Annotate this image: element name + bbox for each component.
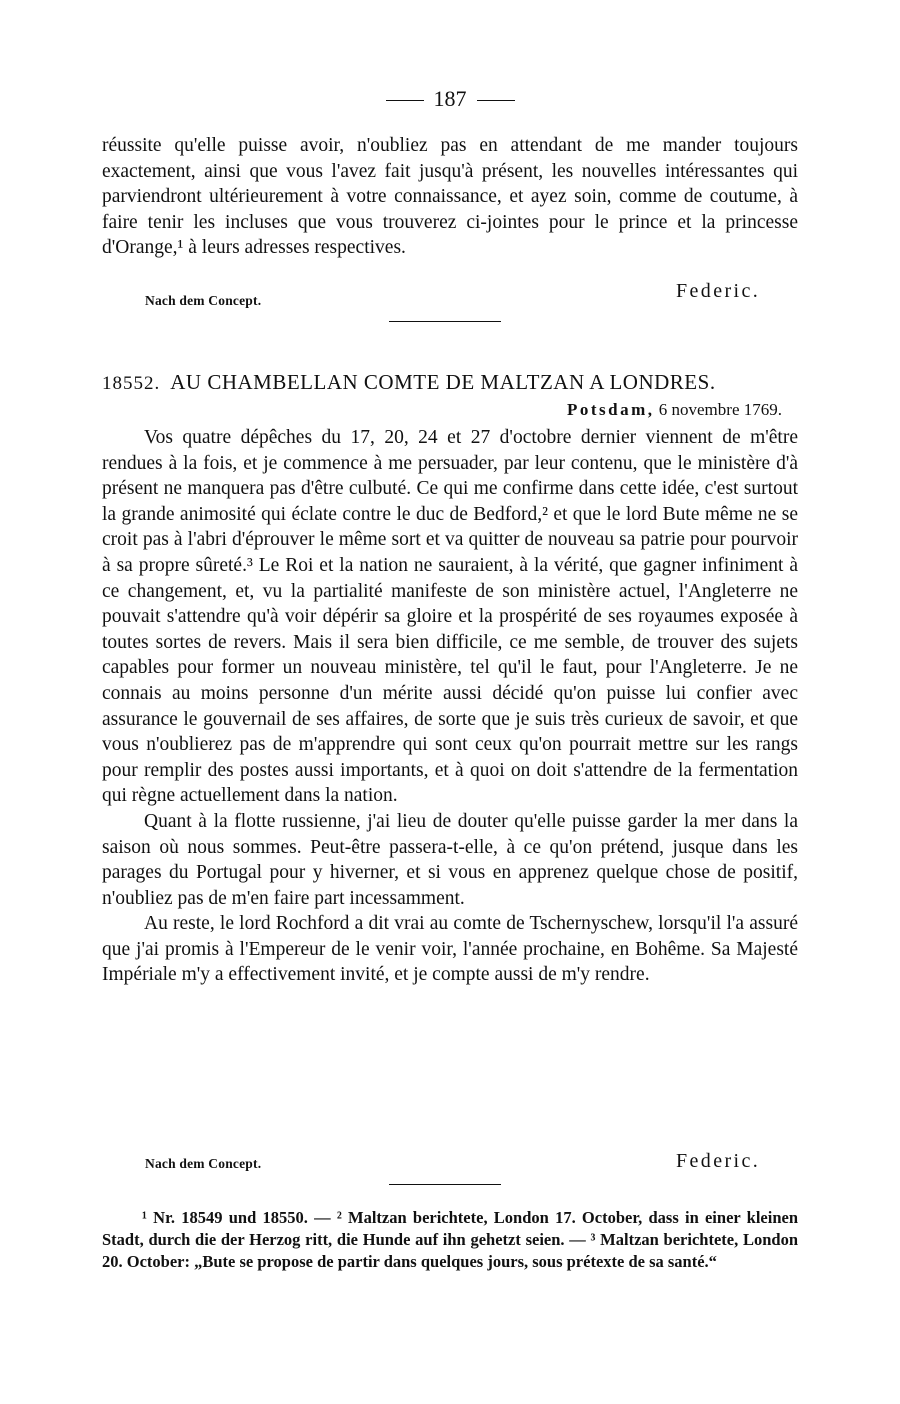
dateline — [300, 398, 782, 422]
paragraph: Vos quatre dépêches du 17, 20, 24 et 27 d'octobre dernier viennent de m'être rendues à la fois, et je commence à me persuader, par leur contenu, que le ministère d'à présent ne manquera pas d'être culbuté. Ce qui me confirme dans cette idée, c'est surtout la grande animosité qui éclate contre le duc de Bedford,² et que le lord Bute même ne se croit pas à l'abri d'éprouver le même sort et va quitter de nouveau sa patrie pour pourvoir à sa propre sûreté.³ Le Roi et la nation ne sauraient, à la vérité, que gagner infiniment à ce changement, et, vu la partialité manifeste de son ministère actuel, l'Angleterre ne pouvait s'attendre qu'à voir dépérir sa gloire et la prospérité de ses royaumes exposée à toutes sortes de revers. Mais il sera bien difficile, ce me semble, de trouver des sujets capables pour former un nouveau ministère, tel qu'il le faut, pour l'Angleterre. Je ne connais au moins personne d'un mérite aussi décidé qu'on puisse lui confier avec assurance le gouvernail de ses affaires, de sorte que je suis très curieux de savoir, et que vous n'oublierez pas de m'apprendre qui sont ceux qu'on pourrait mettre sur les rangs pour remplir des postes aussi importants, et à quoi on doit s'attendre de la fermentation qui règne actuellement dans la nation. — [102, 427, 798, 807]
dateline-place: Potsdam, — [566, 400, 655, 419]
signature: Federic. — [676, 280, 761, 302]
paragraph: réussite qu'elle puisse avoir, n'oubliez pas en attendant de me mander toujours exactement, ainsi que vous l'avez fait jusqu'à présent, les nouvelles intéressantes qui parviendront ultérieurement à votre connaissance, et ayez soin, comme de coutume, à faire tenir les incluses que vous trouverez ci-jointes pour le prince et la princesse d'Orange,¹ à leurs adresses respectives. — [102, 135, 798, 259]
paragraph: Quant à la flotte russienne, j'ai lieu de douter qu'elle puisse garder la mer dans la saison où nous sommes. Peut-être passera-t-elle, à ce qu'on prétend, jusque dans les parages du Portugal pour y hiverner, et si vous en apprenez quelque chose de positif, n'oubliez pas de m'en faire part incessamment. — [102, 810, 798, 909]
footnote-divider — [389, 1184, 501, 1185]
page-number-line — [0, 84, 900, 114]
source-note: Nach dem Concept. — [145, 293, 262, 308]
signature: Federic. — [676, 1150, 761, 1172]
previous-letter-ending — [102, 133, 798, 261]
footnotes — [102, 1207, 798, 1273]
letter-title: AU CHAMBELLAN COMTE DE MALTZAN A LONDRES. — [170, 370, 716, 394]
page-number: 187 — [433, 86, 467, 111]
dateline-date: 6 novembre 1769. — [658, 400, 782, 419]
paragraph: Au reste, le lord Rochford a dit vrai au comte de Tschernyschew, lorsqu'il l'a assuré que j'ai promis à l'Empereur de le venir voir, l'année prochaine, en Bohême. Sa Majesté Impériale m'y a effectivement invité, et je compte aussi de m'y rendre. — [102, 913, 798, 986]
letter-number: 18552. — [102, 373, 161, 394]
dash-right — [477, 100, 515, 101]
dash-left — [386, 100, 424, 101]
footnote-text: ¹ Nr. 18549 und 18550. — ² Maltzan berichtete, London 17. October, dass in einer kleinen Stadt, durch die der Herzog ritt, die Hunde auf ihn gehetzt seien. — ³ Maltzan berichtete, London 20. October: „Bute se propose de partir dans quelques jours, sous prétexte de sa santé.“ — [102, 1208, 798, 1271]
source-note: Nach dem Concept. — [145, 1156, 262, 1171]
letter-body — [102, 425, 798, 988]
letter-heading — [102, 368, 802, 398]
section-divider — [389, 321, 501, 322]
